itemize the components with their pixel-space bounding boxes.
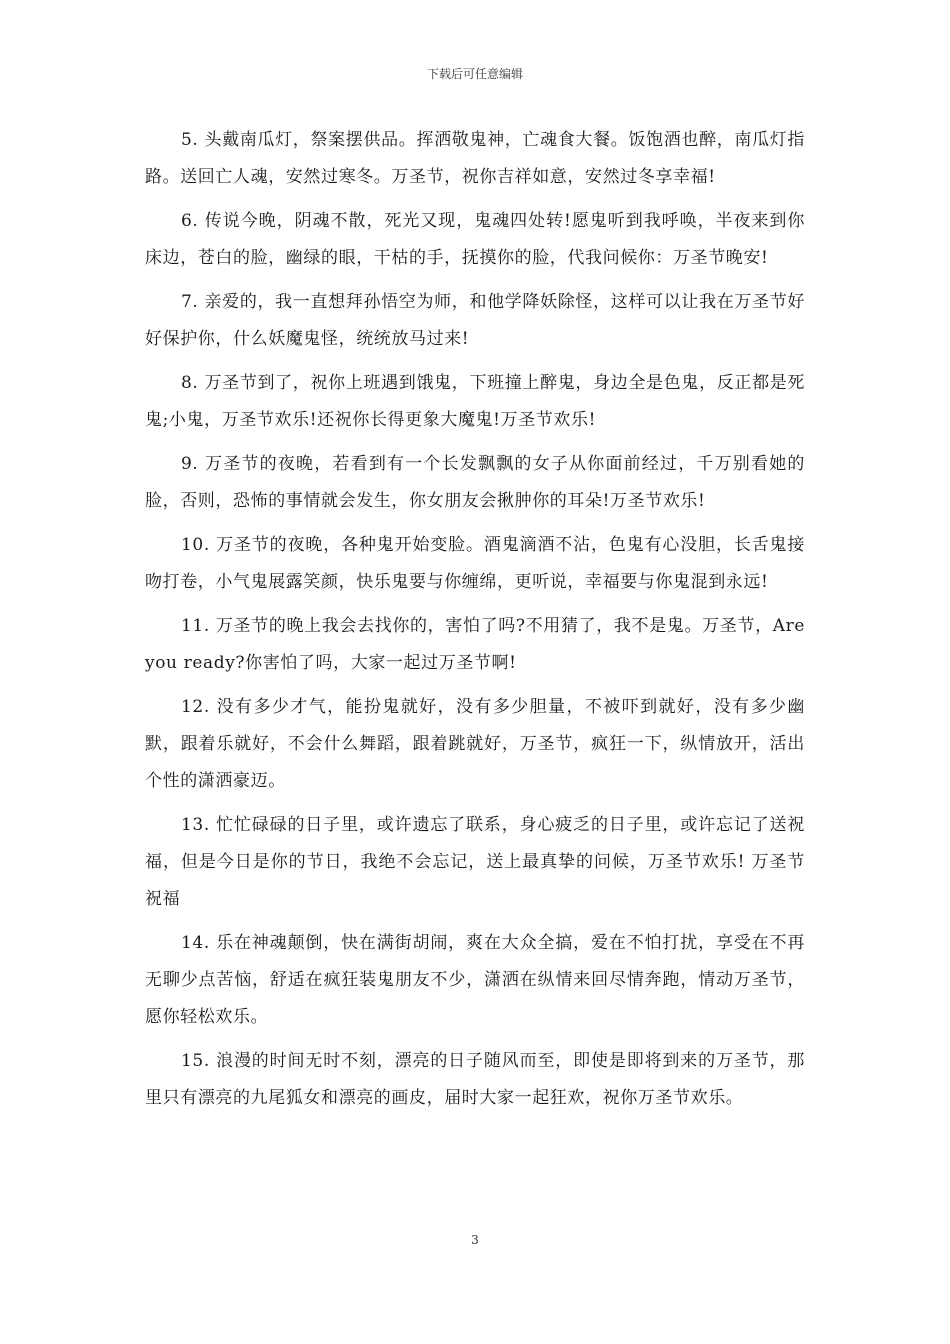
paragraph-13: 13. 忙忙碌碌的日子里，或许遗忘了联系，身心疲乏的日子里，或许忘记了送祝福，但是今日是你的节日，我绝不会忘记，送上最真挚的问候，万圣节欢乐! 万圣节祝福 [145, 815, 805, 909]
paragraph-7: 7. 亲爱的，我一直想拜孙悟空为师，和他学降妖除怪，这样可以让我在万圣节好好保护你，什么妖魔鬼怪，统统放马过来! [145, 292, 805, 349]
paragraph-9: 9. 万圣节的夜晚，若看到有一个长发飘飘的女子从你面前经过，千万别看她的脸，否则，恐怖的事情就会发生，你女朋友会揪肿你的耳朵!万圣节欢乐! [145, 454, 805, 511]
paragraph-6: 6. 传说今晚，阴魂不散，死光又现，鬼魂四处转!愿鬼听到我呼唤，半夜来到你床边，苍白的脸，幽绿的眼，干枯的手，抚摸你的脸，代我问候你：万圣节晚安! [145, 211, 805, 268]
paragraph-10: 10. 万圣节的夜晚，各种鬼开始变脸。酒鬼滴酒不沾，色鬼有心没胆，长舌鬼接吻打卷，小气鬼展露笑颜，快乐鬼要与你缠绵，更听说，幸福要与你鬼混到永远! [145, 535, 805, 592]
paragraph-11: 11. 万圣节的晚上我会去找你的，害怕了吗?不用猜了，我不是鬼。万圣节，Are you ready?你害怕了吗，大家一起过万圣节啊! [145, 616, 805, 673]
paragraph-14: 14. 乐在神魂颠倒，快在满街胡闹，爽在大众全搞，爱在不怕打扰，享受在不再无聊少点苦恼，舒适在疯狂装鬼朋友不少，潇洒在纵情来回尽情奔跑，情动万圣节，愿你轻松欢乐。 [145, 933, 805, 1027]
document-body [145, 122, 805, 1124]
page-number: 3 [471, 1233, 479, 1247]
page-header: 下载后可任意编辑 [426, 67, 523, 81]
paragraph-8: 8. 万圣节到了，祝你上班遇到饿鬼，下班撞上醉鬼，身边全是色鬼，反正都是死鬼;小鬼，万圣节欢乐!还祝你长得更象大魔鬼!万圣节欢乐! [145, 373, 805, 430]
paragraph-15: 15. 浪漫的时间无时不刻，漂亮的日子随风而至，即使是即将到来的万圣节，那里只有漂亮的九尾狐女和漂亮的画皮，届时大家一起狂欢，祝你万圣节欢乐。 [145, 1051, 805, 1108]
paragraph-12: 12. 没有多少才气，能扮鬼就好，没有多少胆量，不被吓到就好，没有多少幽默，跟着乐就好，不会什么舞蹈，跟着跳就好，万圣节，疯狂一下，纵情放开，活出个性的潇洒豪迈。 [145, 697, 805, 791]
paragraph-5: 5. 头戴南瓜灯，祭案摆供品。挥洒敬鬼神，亡魂食大餐。饭饱酒也醉，南瓜灯指路。送回亡人魂，安然过寒冬。万圣节，祝你吉祥如意，安然过冬享幸福! [145, 130, 805, 187]
